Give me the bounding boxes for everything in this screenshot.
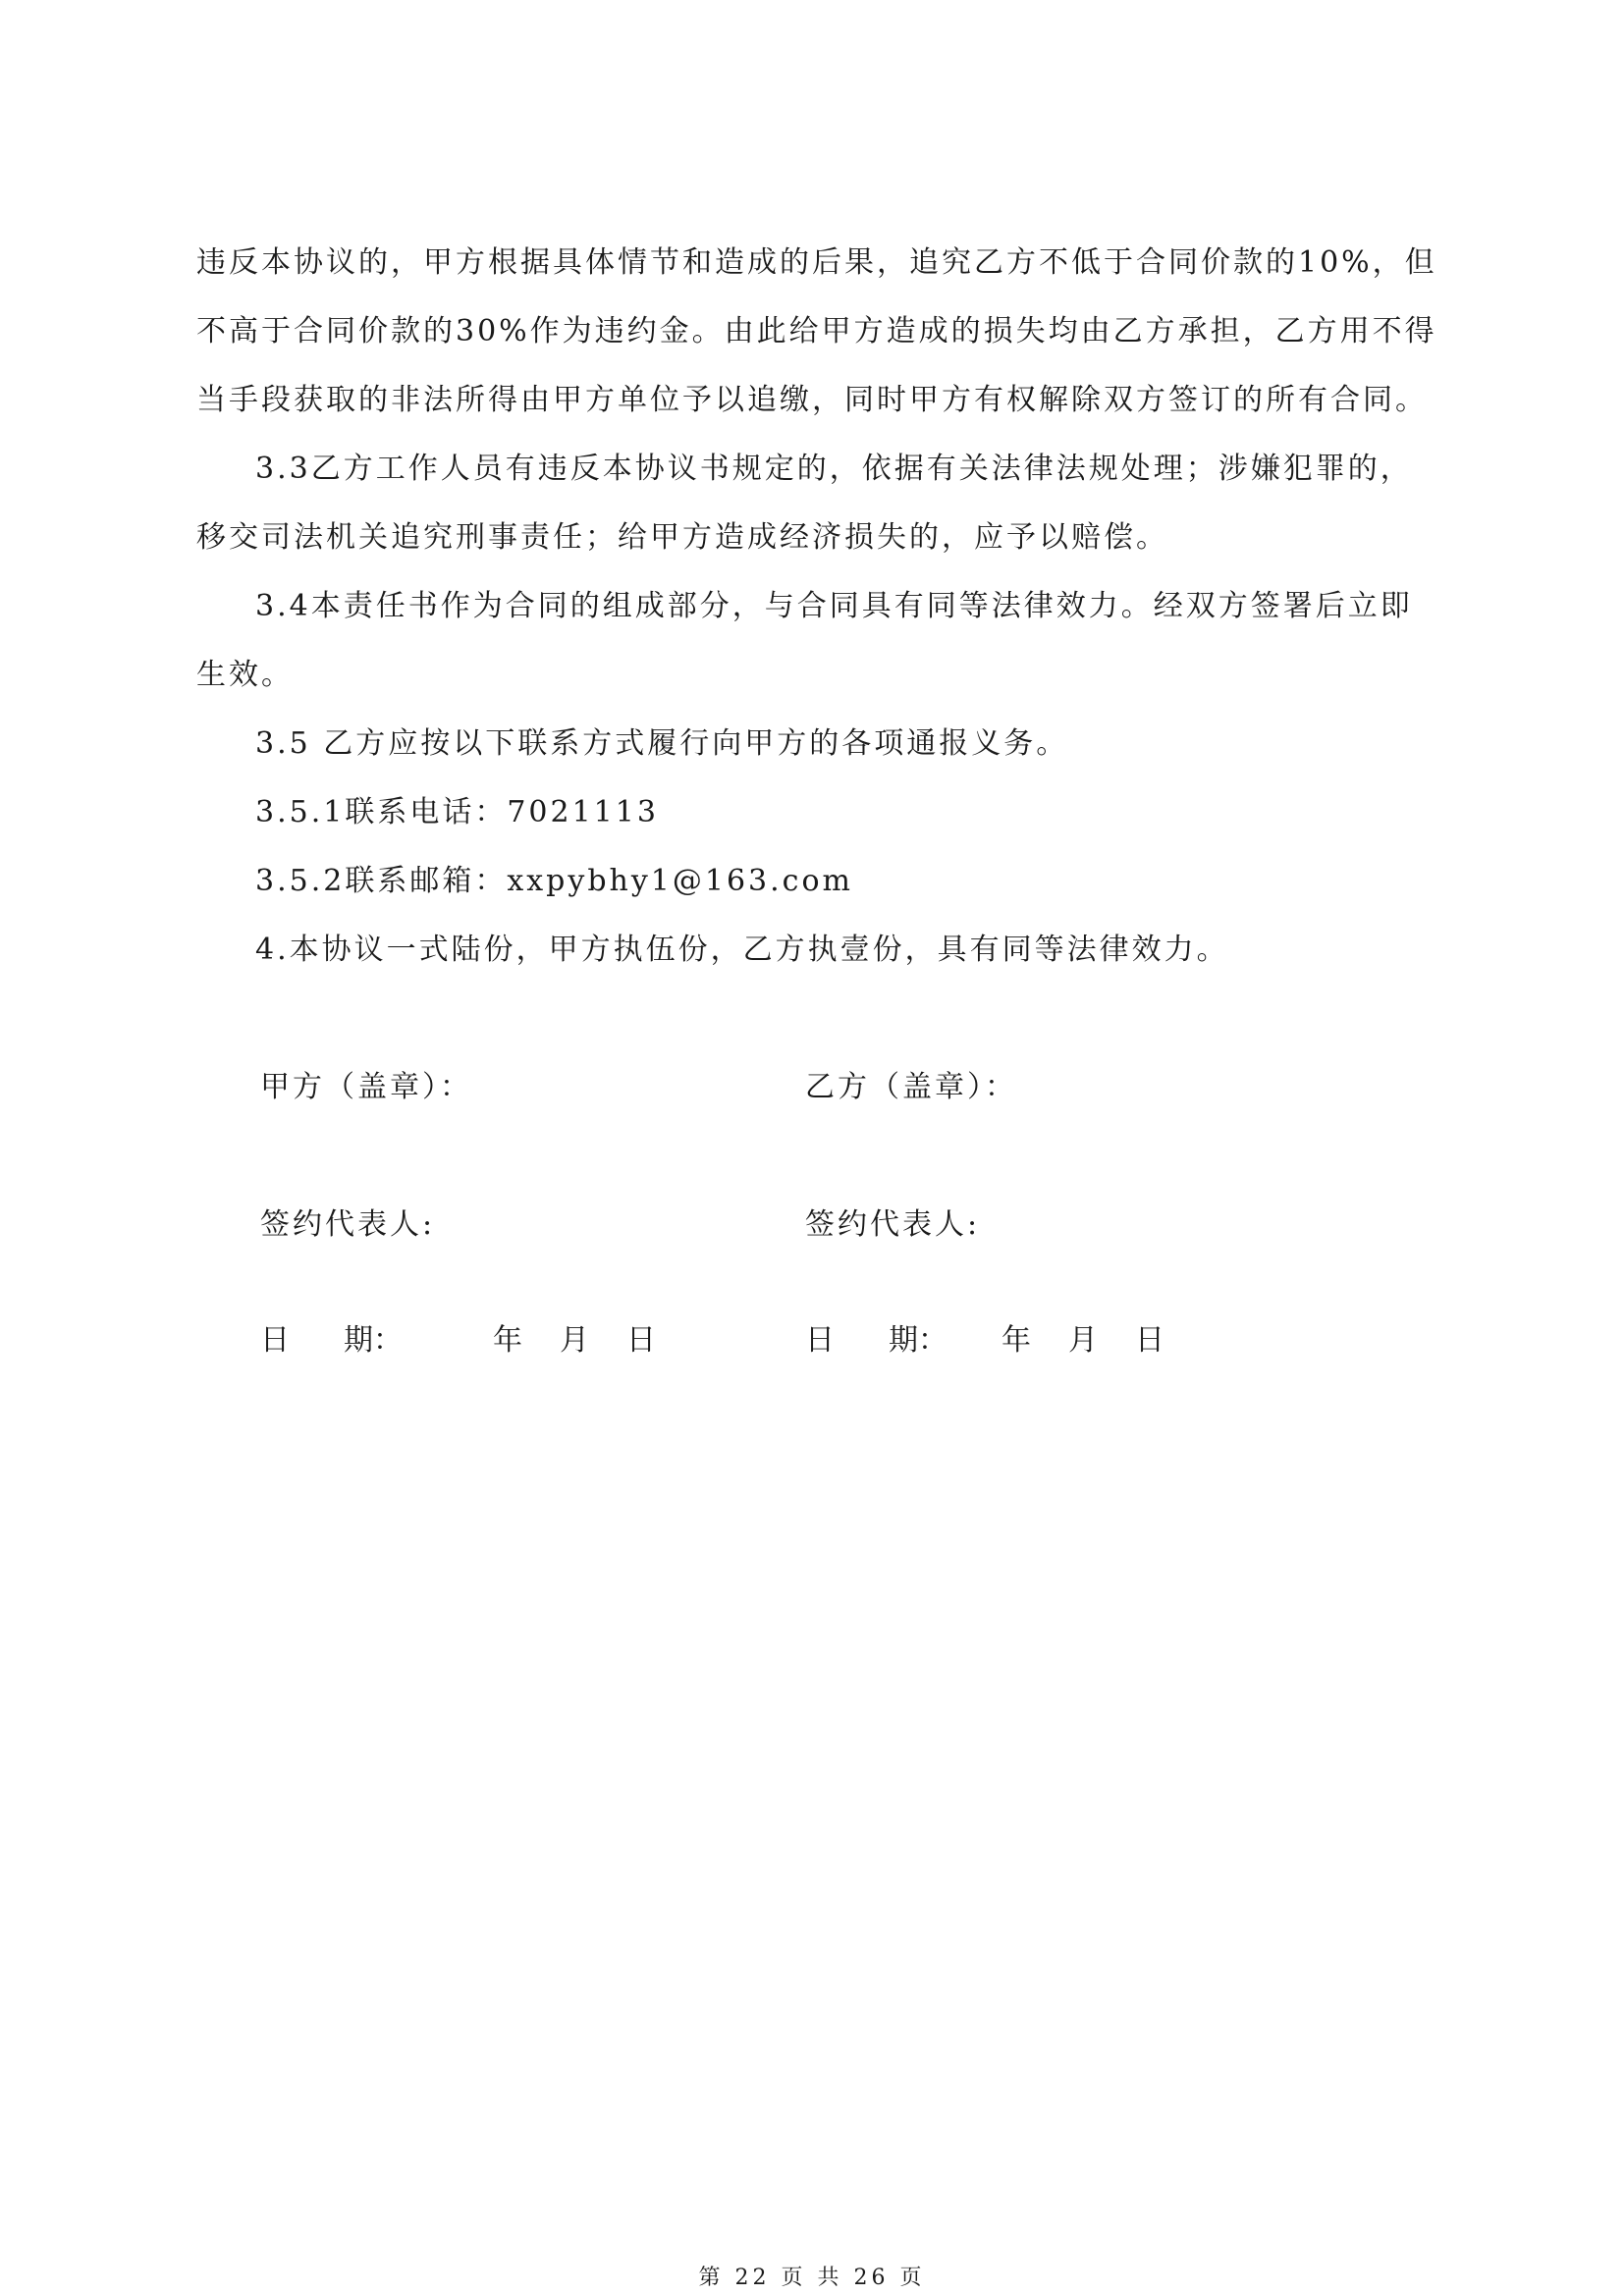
date-month-label: 月 <box>1068 1323 1098 1358</box>
date-label-char-1: 日 <box>805 1323 835 1358</box>
date-year-label: 年 <box>493 1323 522 1358</box>
party-a-date-line <box>260 1321 673 1361</box>
date-month-label: 月 <box>560 1323 589 1358</box>
date-day-label: 日 <box>626 1323 656 1358</box>
clause-3-4-line-1: 3.4本责任书作为合同的组成部分，与合同具有同等法律效力。经双方签署后立即 <box>255 589 1413 623</box>
party-b-date-line <box>805 1321 1218 1361</box>
paragraph-line-2: 不高于合同价款的30%作为违约金。由此给甲方造成的损失均由乙方承担，乙方用不得 <box>196 314 1437 348</box>
clause-4: 4.本协议一式陆份，甲方执伍份，乙方执壹份，具有同等法律效力。 <box>255 933 1229 967</box>
party-a-seal-label: 甲方（盖章）： <box>260 1070 472 1104</box>
date-label-char-1: 日 <box>260 1323 290 1358</box>
clause-3-3-line-2: 移交司法机关追究刑事责任；给甲方造成经济损失的，应予以赔偿。 <box>196 520 1168 555</box>
clause-3-5-1-phone: 3.5.1联系电话：7021113 <box>255 795 659 829</box>
date-label-char-2: 期： <box>889 1323 947 1358</box>
clause-3-5-2-email: 3.5.2联系邮箱：xxpybhy1@163.com <box>255 864 853 898</box>
date-year-label: 年 <box>1001 1323 1031 1358</box>
page-number-footer: 第 22 页 共 26 页 <box>698 2266 926 2290</box>
date-label-char-2: 期： <box>344 1323 403 1358</box>
paragraph-line-1: 违反本协议的，甲方根据具体情节和造成的后果，追究乙方不低于合同价款的10%，但 <box>196 245 1437 280</box>
party-b-representative-label: 签约代表人: <box>805 1207 981 1242</box>
clause-3-5: 3.5 乙方应按以下联系方式履行向甲方的各项通报义务。 <box>255 726 1069 761</box>
party-b-seal-label: 乙方（盖章）： <box>805 1070 1017 1104</box>
paragraph-line-3: 当手段获取的非法所得由甲方单位予以追缴，同时甲方有权解除双方签订的所有合同。 <box>196 383 1428 417</box>
date-day-label: 日 <box>1135 1323 1164 1358</box>
party-a-representative-label: 签约代表人: <box>260 1207 436 1242</box>
clause-3-4-line-2: 生效。 <box>196 658 294 692</box>
clause-3-3-line-1: 3.3乙方工作人员有违反本协议书规定的，依据有关法律法规处理；涉嫌犯罪的， <box>255 452 1413 486</box>
